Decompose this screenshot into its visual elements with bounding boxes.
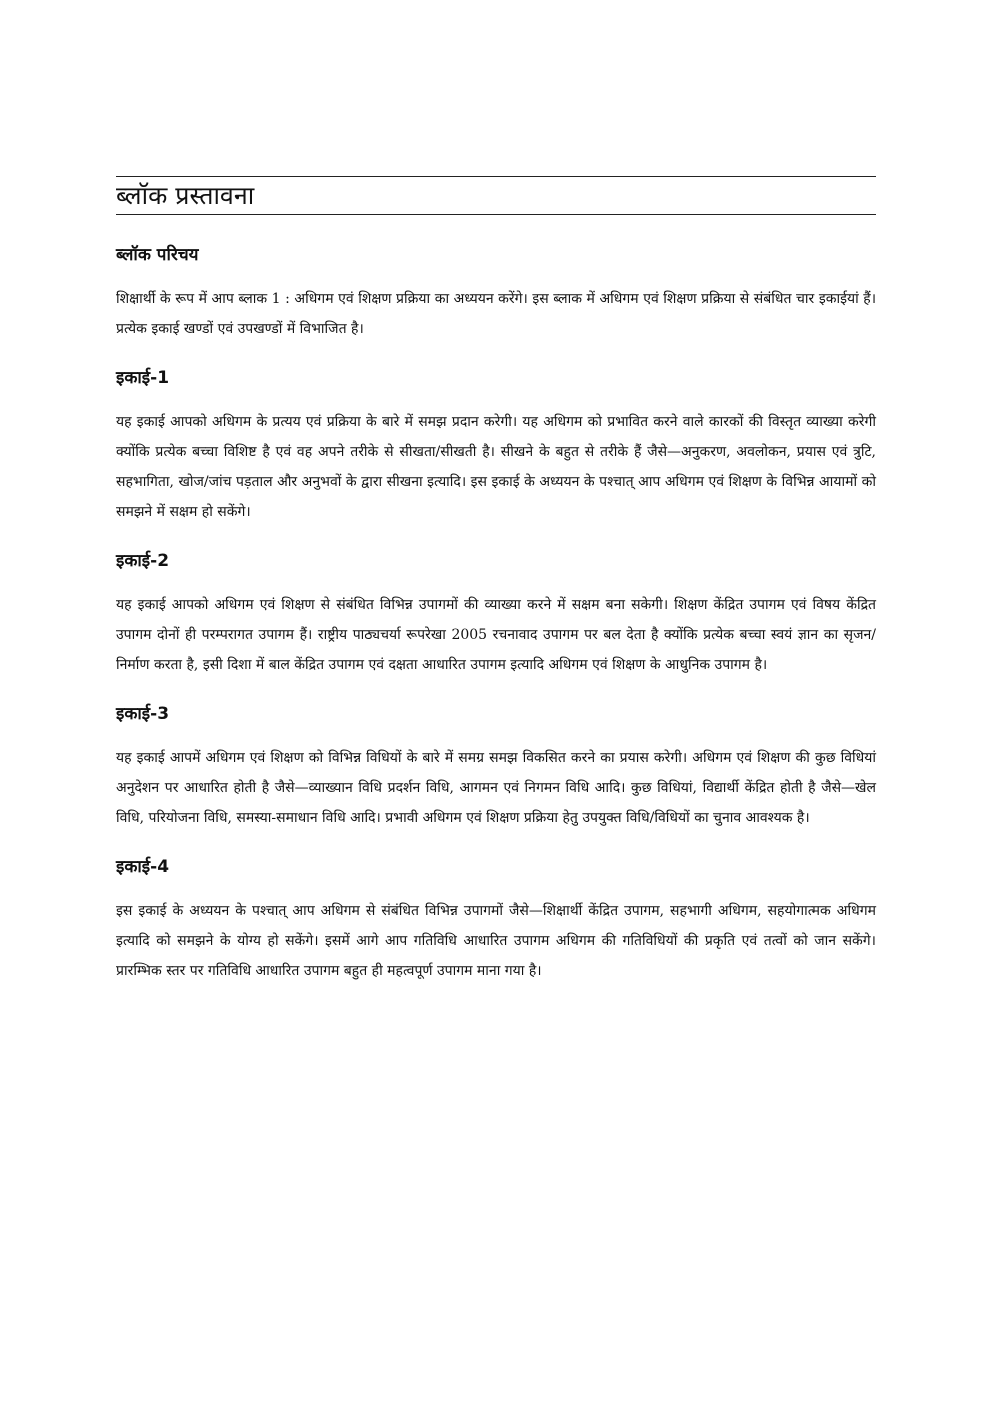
unit-section-2 <box>116 549 876 680</box>
unit-paragraph: यह इकाई आपको अधिगम एवं शिक्षण से संबंधित विभिन्न उपागमों की व्याख्या करने में सक्षम बना सकेगी। शिक्षण केंद्रित उपागम एवं विषय केंद्रित उपागम दोनों ही परम्परागत उपागम हैं। राष्ट्रीय पाठ्यचर्या रूपरेखा 2005 रचनावाद उपागम पर बल देता है क्योंकि प्रत्येक बच्चा स्वयं ज्ञान का सृजन/निर्माण करता है, इसी दिशा में बाल केंद्रित उपागम एवं दक्षता आधारित उपागम इत्यादि अधिगम एवं शिक्षण के आधुनिक उपागम है। <box>116 597 876 673</box>
page-title: ब्लॉक प्रस्तावना <box>116 181 255 210</box>
unit-heading: इकाई-2 <box>116 551 170 571</box>
document-page <box>116 176 876 986</box>
unit-heading: इकाई-1 <box>116 368 170 388</box>
intro-paragraph: शिक्षार्थी के रूप में आप ब्लाक 1 : अधिगम एवं शिक्षण प्रक्रिया का अध्ययन करेंगे। इस ब्लाक में अधिगम एवं शिक्षण प्रक्रिया से संबंधित चार इकाईयां हैं। प्रत्येक इकाई खण्डों एवं उपखण्डों में विभाजित है। <box>116 291 876 337</box>
unit-section-1 <box>116 366 876 527</box>
unit-heading: इकाई-4 <box>116 857 170 877</box>
unit-section-3 <box>116 702 876 833</box>
unit-heading: इकाई-3 <box>116 704 170 724</box>
title-block <box>116 176 876 215</box>
intro-heading: ब्लॉक परिचय <box>116 245 199 265</box>
unit-section-4 <box>116 855 876 986</box>
unit-paragraph: यह इकाई आपमें अधिगम एवं शिक्षण को विभिन्न विधियों के बारे में समग्र समझ विकसित करने का प्रयास करेगी। अधिगम एवं शिक्षण की कुछ विधियां अनुदेशन पर आधारित होती है जैसे—व्याख्यान विधि प्रदर्शन विधि, आगमन एवं निगमन विधि आदि। कुछ विधियां, विद्यार्थी केंद्रित होती है जैसे—खेल विधि, परियोजना विधि, समस्या-समाधान विधि आदि। प्रभावी अधिगम एवं शिक्षण प्रक्रिया हेतु उपयुक्त विधि/विधियों का चुनाव आवश्यक है। <box>116 750 876 826</box>
unit-paragraph: यह इकाई आपको अधिगम के प्रत्यय एवं प्रक्रिया के बारे में समझ प्रदान करेगी। यह अधिगम को प्रभावित करने वाले कारकों की विस्तृत व्याख्या करेगी क्योंकि प्रत्येक बच्चा विशिष्ट है एवं वह अपने तरीके से सीखता/सीखती है। सीखने के बहुत से तरीके हैं जैसे—अनुकरण, अवलोकन, प्रयास एवं त्रुटि, सहभागिता, खोज/जांच पड़ताल और अनुभवों के द्वारा सीखना इत्यादि। इस इकाई के अध्ययन के पश्चात् आप अधिगम एवं शिक्षण के विभिन्न आयामों को समझने में सक्षम हो सकेंगे। <box>116 414 876 520</box>
unit-paragraph: इस इकाई के अध्ययन के पश्चात् आप अधिगम से संबंधित विभिन्न उपागमों जैसे—शिक्षार्थी केंद्रित उपागम, सहभागी अधिगम, सहयोगात्मक अधिगम इत्यादि को समझने के योग्य हो सकेंगे। इसमें आगे आप गतिविधि आधारित उपागम अधिगम की गतिविधियों की प्रकृति एवं तत्वों को जान सकेंगे। प्रारम्भिक स्तर पर गतिविधि आधारित उपागम बहुत ही महत्वपूर्ण उपागम माना गया है। <box>116 903 876 979</box>
